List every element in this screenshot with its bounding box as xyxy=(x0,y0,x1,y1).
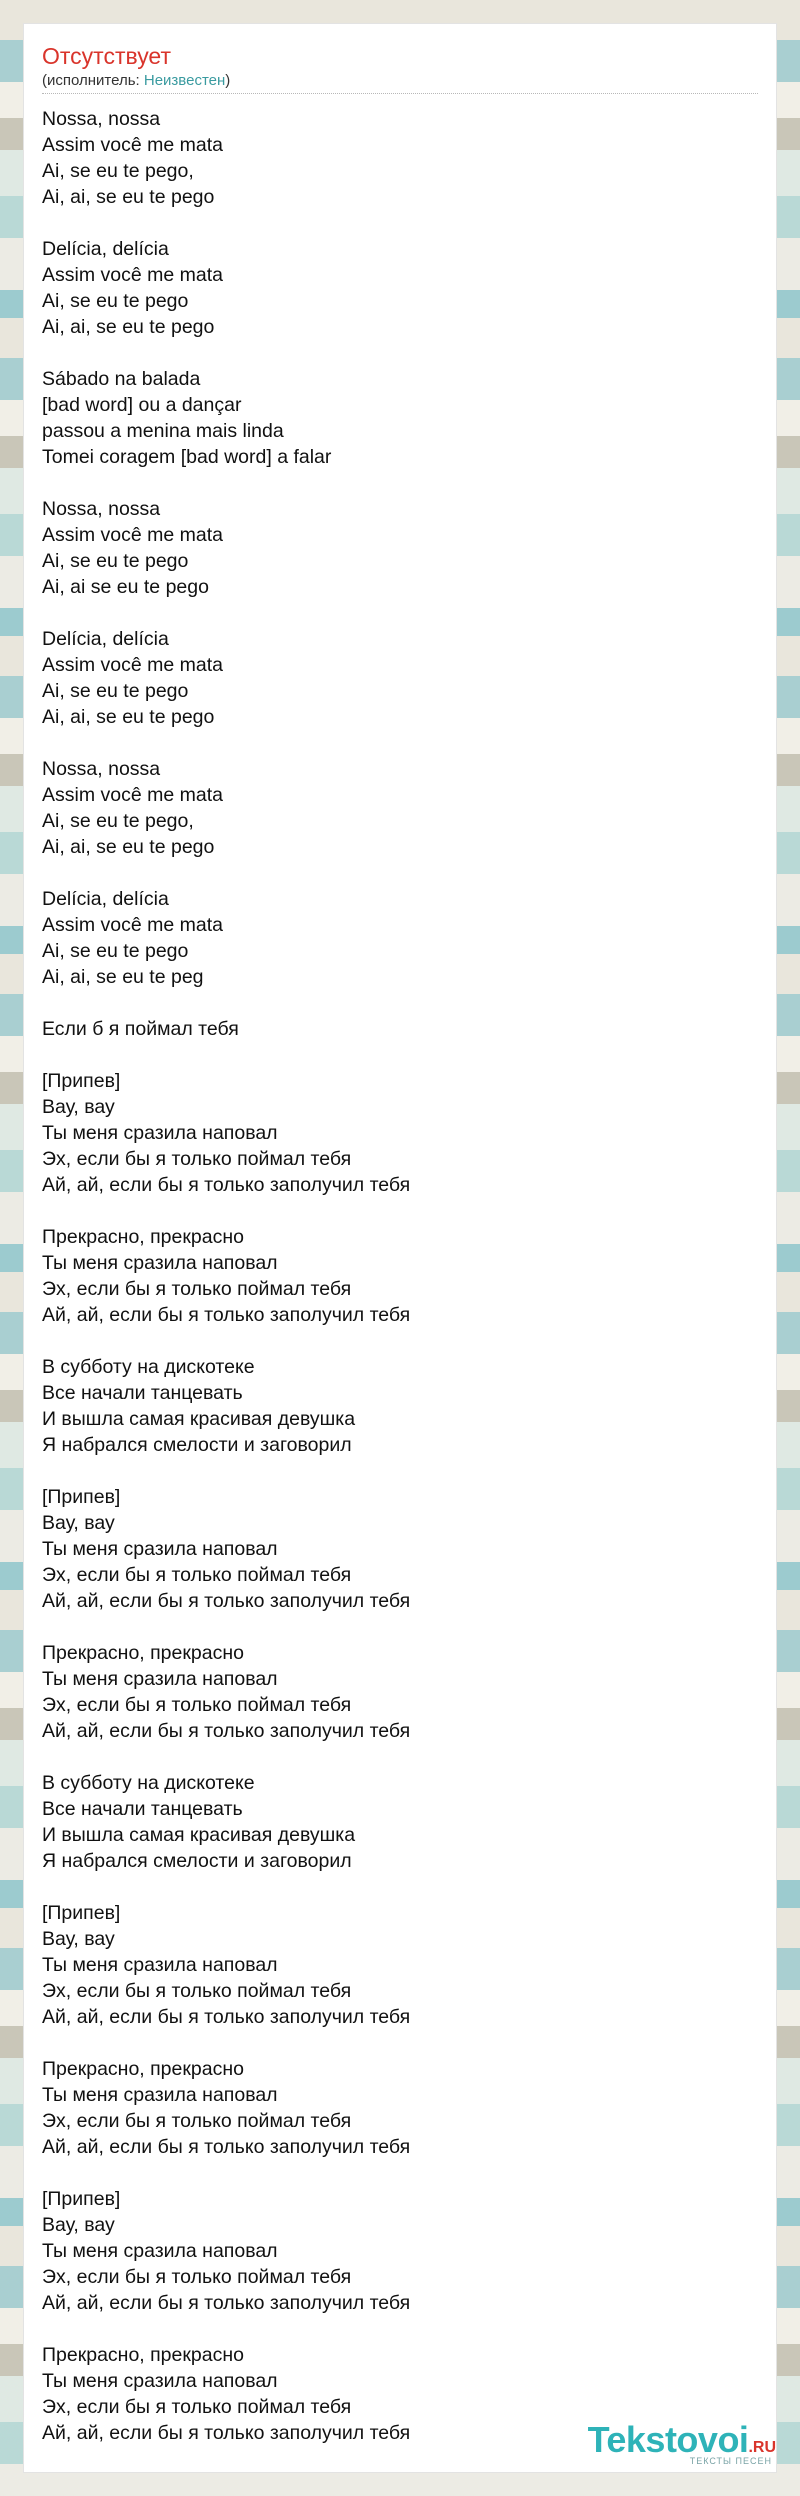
lyrics-line: Ai, ai se eu te pego xyxy=(42,576,209,598)
lyrics-line: Ай, ай, если бы я только заполучил тебя xyxy=(42,2136,411,2158)
lyrics-line: passou a menina mais linda xyxy=(42,420,284,442)
lyrics-line: Ай, ай, если бы я только заполучил тебя xyxy=(42,2422,411,2444)
lyrics-stanza xyxy=(42,756,758,860)
lyrics-line: Эх, если бы я только поймал тебя xyxy=(42,2396,352,2418)
lyrics-line: [Припев] xyxy=(42,2188,121,2210)
lyrics-line: В субботу на дискотеке xyxy=(42,1772,255,1794)
lyrics-line: Sábado na balada xyxy=(42,368,201,390)
lyrics-line: Nossa, nossa xyxy=(42,758,161,780)
lyrics-line: Ты меня сразила наповал xyxy=(42,1954,278,1976)
lyrics-line: Delícia, delícia xyxy=(42,628,169,650)
logo-main-text: Tekstovoi xyxy=(587,2419,749,2460)
lyrics-line: [Припев] xyxy=(42,1070,121,1092)
lyrics-stanza xyxy=(42,1640,758,1744)
lyrics-line: Ты меня сразила наповал xyxy=(42,2370,278,2392)
lyrics-line: Прекрасно, прекрасно xyxy=(42,1642,244,1664)
lyrics-line: Assim você me mata xyxy=(42,784,223,806)
lyrics-line: Ты меня сразила наповал xyxy=(42,1122,278,1144)
lyrics-line: Эх, если бы я только поймал тебя xyxy=(42,1980,352,2002)
lyrics-card xyxy=(24,24,776,2472)
lyrics-stanza xyxy=(42,2186,758,2316)
song-header xyxy=(42,42,758,94)
lyrics-line: Ай, ай, если бы я только заполучил тебя xyxy=(42,1590,411,1612)
lyrics-line: Ai, se eu te pego xyxy=(42,940,189,962)
lyrics-line: Ты меня сразила наповал xyxy=(42,1668,278,1690)
lyrics-line: Эх, если бы я только поймал тебя xyxy=(42,1148,352,1170)
lyrics-stanza xyxy=(42,1224,758,1328)
site-logo[interactable] xyxy=(587,2419,776,2466)
lyrics-line: Ai, se eu te pego, xyxy=(42,160,194,182)
lyrics-stanza xyxy=(42,236,758,340)
lyrics-stanza xyxy=(42,1354,758,1458)
lyrics-line: Эх, если бы я только поймал тебя xyxy=(42,2110,352,2132)
lyrics-line: Tomei coragem [bad word] a falar xyxy=(42,446,332,468)
artist-prefix: (исполнитель: xyxy=(42,72,144,89)
artist-suffix: ) xyxy=(225,72,231,89)
lyrics-line: Ai, ai, se eu te pego xyxy=(42,836,215,858)
lyrics-line: Ai, ai, se eu te pego xyxy=(42,316,215,338)
lyrics-stanza xyxy=(42,2056,758,2160)
lyrics-line: Вау, вау xyxy=(42,2214,115,2236)
lyrics-line: Прекрасно, прекрасно xyxy=(42,2344,244,2366)
lyrics-line: Эх, если бы я только поймал тебя xyxy=(42,1564,352,1586)
lyrics-line: [Припев] xyxy=(42,1486,121,1508)
lyrics-stanza xyxy=(42,496,758,600)
lyrics-line: Эх, если бы я только поймал тебя xyxy=(42,1694,352,1716)
lyrics-line: Delícia, delícia xyxy=(42,888,169,910)
lyrics-stanza xyxy=(42,1068,758,1198)
lyrics-line: Delícia, delícia xyxy=(42,238,169,260)
header-divider xyxy=(42,92,758,94)
song-title: Отсутствует xyxy=(42,43,171,69)
lyrics-stanza xyxy=(42,1770,758,1874)
lyrics-line: И вышла самая красивая девушка xyxy=(42,1408,356,1430)
lyrics-line: Assim você me mata xyxy=(42,654,223,676)
lyrics-stanza xyxy=(42,106,758,210)
lyrics-line: Ты меня сразила наповал xyxy=(42,2084,278,2106)
lyrics-line: Ai, se eu te pego xyxy=(42,550,189,572)
lyrics-stanza xyxy=(42,626,758,730)
lyrics-line: Ты меня сразила наповал xyxy=(42,1252,278,1274)
lyrics-line: Ай, ай, если бы я только заполучил тебя xyxy=(42,1174,411,1196)
lyrics-line: Ай, ай, если бы я только заполучил тебя xyxy=(42,1304,411,1326)
lyrics-line: Assim você me mata xyxy=(42,134,223,156)
lyrics-line: Прекрасно, прекрасно xyxy=(42,2058,244,2080)
lyrics-line: [bad word] ou a dançar xyxy=(42,394,242,416)
lyrics-line: Я набрался смелости и заговорил xyxy=(42,1434,352,1456)
lyrics-line: Ай, ай, если бы я только заполучил тебя xyxy=(42,2006,411,2028)
lyrics-line: Эх, если бы я только поймал тебя xyxy=(42,2266,352,2288)
logo-tagline: ТЕКСТЫ ПЕСЕН xyxy=(689,2456,772,2466)
lyrics-line: Вау, вау xyxy=(42,1096,115,1118)
lyrics-line: Если б я поймал тебя xyxy=(42,1018,239,1040)
lyrics-line: Я набрался смелости и заговорил xyxy=(42,1850,352,1872)
lyrics-line: Ai, se eu te pego, xyxy=(42,810,194,832)
lyrics-line: Ai, se eu te pego xyxy=(42,680,189,702)
lyrics-line: Ай, ай, если бы я только заполучил тебя xyxy=(42,1720,411,1742)
lyrics-line: Вау, вау xyxy=(42,1512,115,1534)
lyrics-line: Ты меня сразила наповал xyxy=(42,2240,278,2262)
lyrics-stanza xyxy=(42,886,758,990)
lyrics-stanza xyxy=(42,1484,758,1614)
lyrics-stanza xyxy=(42,366,758,470)
lyrics-line: Nossa, nossa xyxy=(42,108,161,130)
artist-line xyxy=(42,72,758,90)
lyrics-line: Ай, ай, если бы я только заполучил тебя xyxy=(42,2292,411,2314)
lyrics-line: И вышла самая красивая девушка xyxy=(42,1824,356,1846)
lyrics-line: Эх, если бы я только поймал тебя xyxy=(42,1278,352,1300)
lyrics-line: Ai, se eu te pego xyxy=(42,290,189,312)
lyrics-line: Вау, вау xyxy=(42,1928,115,1950)
lyrics-line: В субботу на дискотеке xyxy=(42,1356,255,1378)
lyrics-line: Все начали танцевать xyxy=(42,1382,243,1404)
artist-link[interactable]: Неизвестен xyxy=(143,72,226,89)
logo-domain-suffix: .RU xyxy=(748,2439,776,2456)
lyrics-line: Assim você me mata xyxy=(42,264,223,286)
lyrics-line: Assim você me mata xyxy=(42,914,223,936)
lyrics-line: Ai, ai, se eu te peg xyxy=(42,966,204,988)
lyrics-stanza xyxy=(42,1900,758,2030)
lyrics-line: Все начали танцевать xyxy=(42,1798,243,1820)
lyrics-line: Прекрасно, прекрасно xyxy=(42,1226,244,1248)
lyrics-stanza xyxy=(42,1016,758,1042)
lyrics-line: Ты меня сразила наповал xyxy=(42,1538,278,1560)
lyrics-line: Nossa, nossa xyxy=(42,498,161,520)
lyrics-line: Assim você me mata xyxy=(42,524,223,546)
lyrics-body xyxy=(42,106,758,2472)
lyrics-line: [Припев] xyxy=(42,1902,121,1924)
lyrics-line: Ai, ai, se eu te pego xyxy=(42,186,215,208)
lyrics-line: Ai, ai, se eu te pego xyxy=(42,706,215,728)
